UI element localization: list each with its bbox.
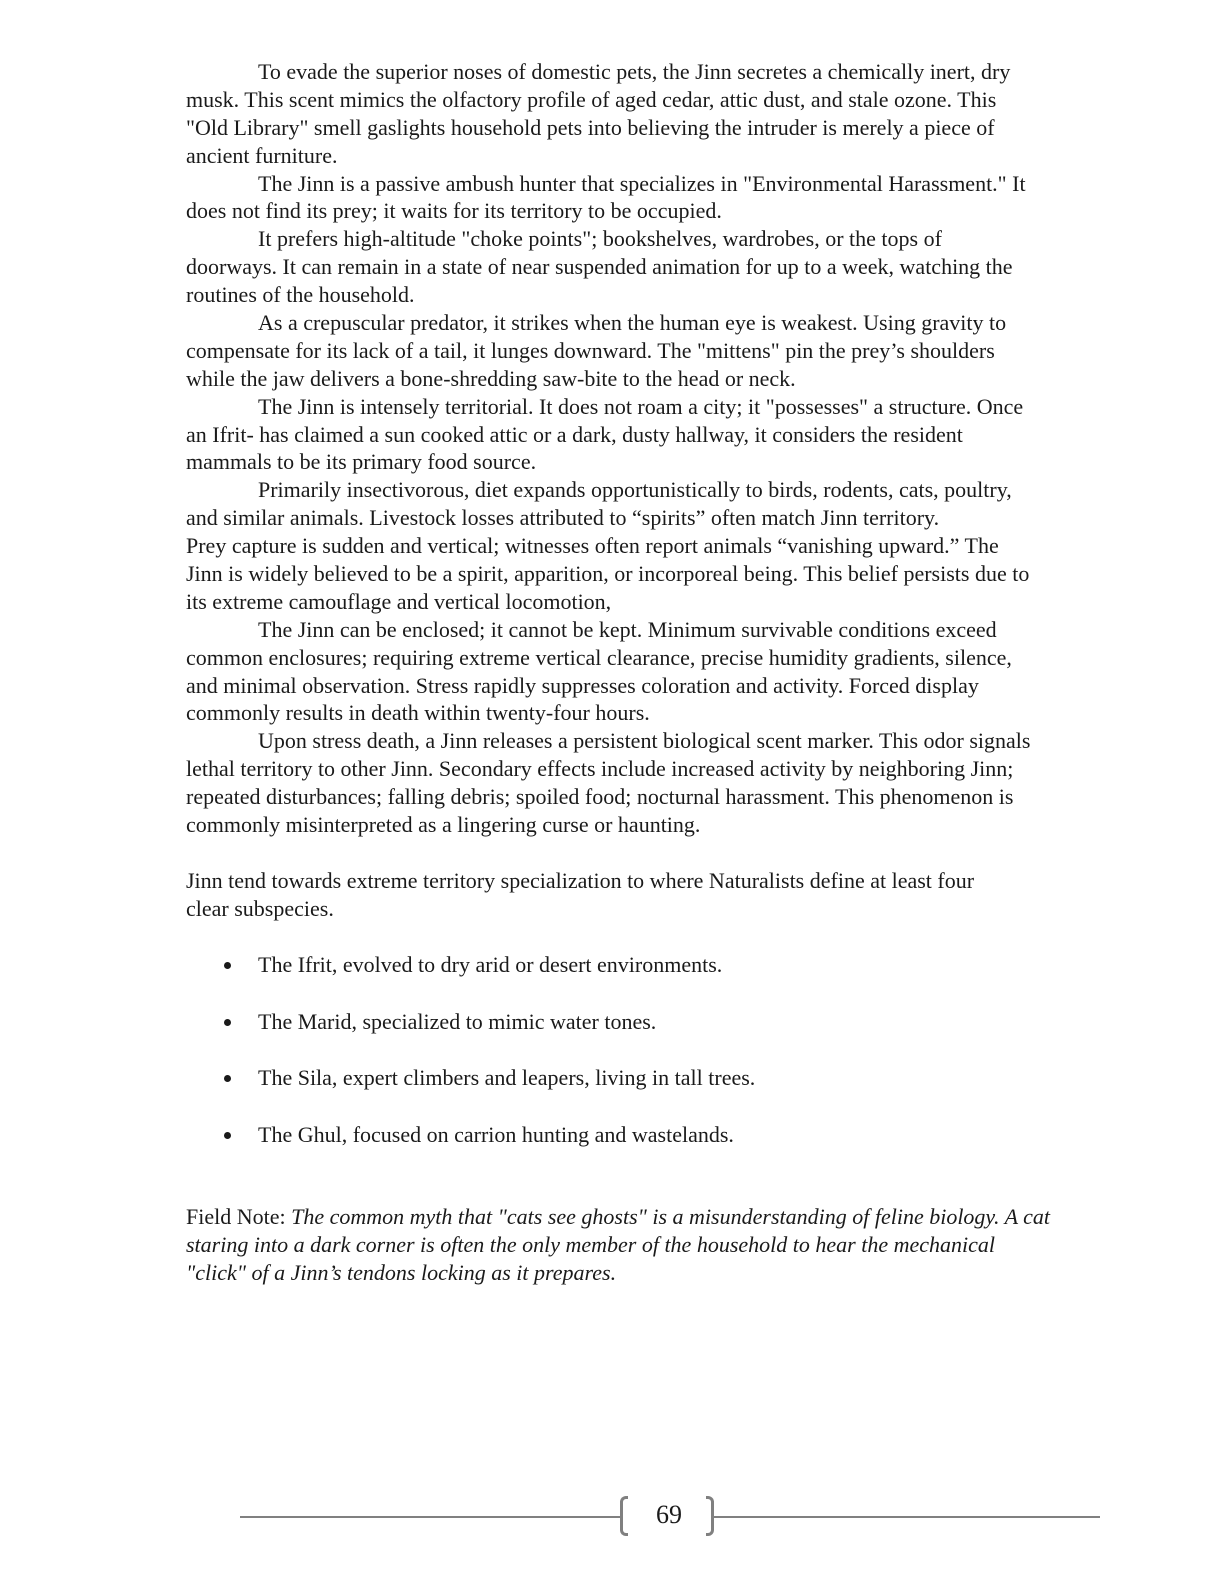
paragraph <box>186 225 1166 309</box>
text-line: Primarily insectivorous, diet expands opportunistically to birds, rodents, cats, poultry, <box>258 477 1012 503</box>
text-line: and minimal observation. Stress rapidly suppresses coloration and activity. Forced display <box>186 672 979 698</box>
text-line: and similar animals. Livestock losses attributed to “spirits” often match Jinn territory. <box>186 505 940 531</box>
text-line: mammals to be its primary food source. <box>186 449 537 475</box>
field-note-label: Field Note: <box>186 1204 292 1230</box>
text-line: compensate for its lack of a tail, it lunges downward. The "mittens" pin the prey’s shoulders <box>186 337 995 363</box>
bullet-icon <box>224 1075 231 1082</box>
paragraph <box>186 309 1166 393</box>
page-number: 69 <box>656 1500 682 1529</box>
bullet-icon <box>224 1132 231 1139</box>
text-line: lethal territory to other Jinn. Secondary effects include increased activity by neighboring Jinn; <box>186 756 1014 782</box>
text-line: The Jinn can be enclosed; it cannot be kept. Minimum survivable conditions exceed <box>258 616 997 642</box>
field-note-text: "click" of a Jinn’s tendons locking as it prepares. <box>186 1259 617 1285</box>
list-item-text: The Marid, specialized to mimic water tones. <box>258 1008 657 1034</box>
text-line: commonly misinterpreted as a lingering curse or haunting. <box>186 812 701 838</box>
text-line: its extreme camouflage and vertical locomotion, <box>186 588 612 614</box>
text-line: an Ifrit- has claimed a sun cooked attic or a dark, dusty hallway, it considers the resident <box>186 421 963 447</box>
text-line: doorways. It can remain in a state of near suspended animation for up to a week, watching the <box>186 254 1013 280</box>
list-item <box>186 1064 1166 1092</box>
text-line: does not find its prey; it waits for its territory to be occupied. <box>186 198 722 224</box>
left-brace-icon <box>620 1496 628 1536</box>
list-item-text: The Ghul, focused on carrion hunting and wastelands. <box>258 1122 734 1148</box>
list-item-text: The Ifrit, evolved to dry arid or desert environments. <box>258 951 723 977</box>
text-line: The Jinn is a passive ambush hunter that specializes in "Environmental Harassment." It <box>258 170 1026 196</box>
paragraph <box>186 727 1166 839</box>
text-line: common enclosures; requiring extreme vertical clearance, precise humidity gradients, silence, <box>186 644 1012 670</box>
text-line: It prefers high-altitude "choke points"; bookshelves, wardrobes, or the tops of <box>258 226 942 252</box>
paragraph <box>186 839 1166 923</box>
paragraph <box>186 58 1166 170</box>
text-line: repeated disturbances; falling debris; spoiled food; nocturnal harassment. This phenomenon is <box>186 784 1014 810</box>
text-line: To evade the superior noses of domestic pets, the Jinn secretes a chemically inert, dry <box>258 59 1011 84</box>
field-note-line <box>186 1231 1166 1259</box>
bullet-icon <box>224 962 231 969</box>
list-item-text: The Sila, expert climbers and leapers, living in tall trees. <box>258 1065 756 1091</box>
paragraphs <box>186 58 1166 923</box>
text-line: As a crepuscular predator, it strikes when the human eye is weakest. Using gravity to <box>258 310 1007 336</box>
paragraph <box>186 170 1166 226</box>
footer-rule-right <box>714 1516 1100 1518</box>
field-note <box>186 1203 1166 1287</box>
blank-line <box>186 839 1166 867</box>
list-item <box>186 1121 1166 1149</box>
text-line: while the jaw delivers a bone-shredding saw-bite to the head or neck. <box>186 365 796 391</box>
text-line: Jinn is widely believed to be a spirit, apparition, or incorporeal being. This belief persists due to <box>186 561 1030 587</box>
field-note-line <box>186 1259 1166 1287</box>
field-note-text: The common myth that "cats see ghosts" is a misunderstanding of feline biology. A cat <box>291 1204 1051 1230</box>
field-note-line <box>186 1203 1166 1231</box>
paragraph <box>186 476 1166 532</box>
list-item <box>186 1008 1166 1036</box>
list-item <box>186 951 1166 979</box>
subspecies-list <box>186 951 1166 1150</box>
text-line: The Jinn is intensely territorial. It does not roam a city; it "possesses" a structure. Once <box>258 393 1024 419</box>
text-line: commonly results in death within twenty-four hours. <box>186 700 650 726</box>
text-line: musk. This scent mimics the olfactory profile of aged cedar, attic dust, and stale ozone. This <box>186 86 997 112</box>
right-brace-icon <box>706 1496 714 1536</box>
text-line: routines of the household. <box>186 282 415 308</box>
text-line: Jinn tend towards extreme territory specialization to where Naturalists define at least four <box>186 867 975 893</box>
paragraph <box>186 616 1166 728</box>
page-body <box>186 58 1166 1287</box>
text-line: Upon stress death, a Jinn releases a persistent biological scent marker. This odor signals <box>258 728 1031 754</box>
paragraph <box>186 532 1166 616</box>
text-line: "Old Library" smell gaslights household pets into believing the intruder is merely a piece of <box>186 114 995 140</box>
field-note-text: staring into a dark corner is often the only member of the household to hear the mechanical <box>186 1232 995 1258</box>
page-footer <box>240 1492 1100 1540</box>
footer-rule-left <box>240 1516 620 1518</box>
text-line: ancient furniture. <box>186 142 338 168</box>
paragraph <box>186 393 1166 477</box>
bullet-icon <box>224 1019 231 1026</box>
text-line: clear subspecies. <box>186 895 334 921</box>
text-line: Prey capture is sudden and vertical; witnesses often report animals “vanishing upward.” The <box>186 533 999 559</box>
